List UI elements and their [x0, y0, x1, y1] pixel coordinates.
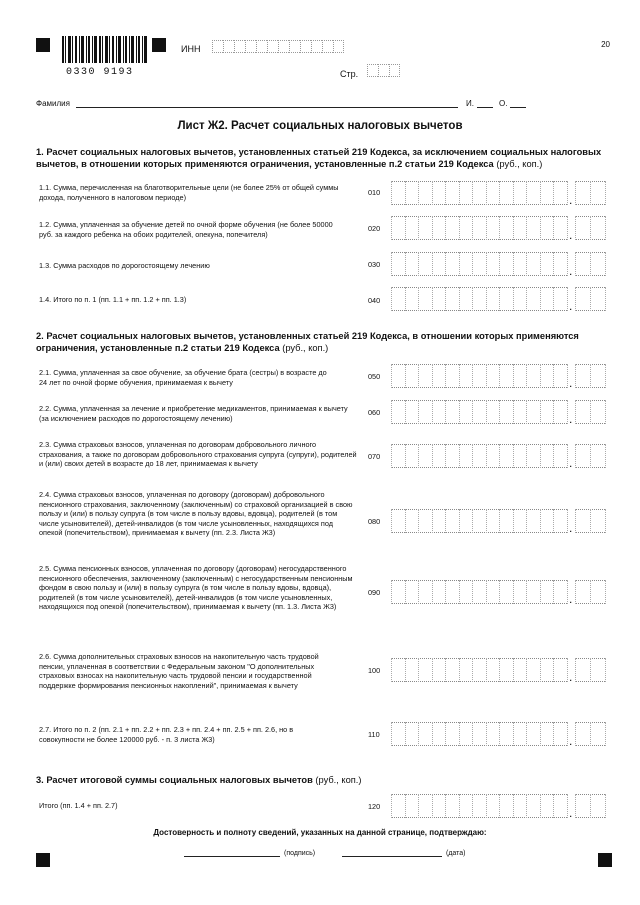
- item-1-2-field[interactable]: .: [391, 216, 607, 240]
- page-number: 20: [601, 40, 610, 49]
- item-2-7-field[interactable]: .: [391, 722, 607, 746]
- surname-field[interactable]: [76, 107, 458, 108]
- item-2-1-text: 2.1. Сумма, уплаченная за свое обучение, за обучение брата (сестры) в возрасте до 24 лет по очной форме обучения, принимаемая к вычету: [39, 368, 327, 387]
- corner-marker-top-right: [152, 38, 166, 52]
- item-2-6-text: 2.6. Сумма дополнительных страховых взносов на накопительную часть трудовой пенсии, уплаченная в соответствии с Федеральным законом "О дополнительных страховых взносах на накопительную часть трудовой пенсии и государственной поддержке формирования пенсионных накоплений", принимаемая к вычету: [39, 652, 319, 690]
- inn-field[interactable]: [212, 40, 344, 53]
- item-1-3-text: 1.3. Сумма расходов по дорогостоящему лечению: [39, 261, 210, 270]
- barcode-image: [62, 36, 147, 63]
- item-2-5-field[interactable]: .: [391, 580, 607, 604]
- item-1-3-code: 030: [368, 260, 381, 269]
- item-1-4-text: 1.4. Итого по п. 1 (пп. 1.1 + пп. 1.2 + пп. 1.3): [39, 295, 187, 304]
- barcode-number: 0330 9193: [66, 67, 134, 78]
- signature-field[interactable]: [184, 856, 280, 857]
- item-2-2-field[interactable]: .: [391, 400, 607, 424]
- surname-label: Фамилия: [36, 99, 70, 108]
- item-2-6-field[interactable]: .: [391, 658, 607, 682]
- item-3-total-text: Итого (пп. 1.4 + пп. 2.7): [39, 801, 118, 810]
- name-initial-field[interactable]: [477, 107, 493, 108]
- item-2-4-text: 2.4. Сумма страховых взносов, уплаченная по договору (договорам) добровольного пенсионного страхования, заключенному (заключенным) со страховой организацией в свою пользу и (или) в пользу супруга (в том числе в пользу вдовы, вдовца), родителей (в том числе усыновителей), детей-инвалидов (в том числе усыновленных, находящихся под опекой (попечительством), принимаемая к вычету (пп. 2.3. Листа Ж3): [39, 490, 353, 537]
- section1-heading: 1. Расчет социальных налоговых вычетов, установленных статьей 219 Кодекса, за исключением социальных налоговых вычетов, в отношении которых применяются ограничения, установленные п.2 статьи 219 Кодекса (руб., коп.): [36, 147, 602, 169]
- date-field[interactable]: [342, 856, 442, 857]
- corner-marker-top-left: [36, 38, 50, 52]
- item-1-4-code: 040: [368, 296, 381, 305]
- item-2-2-code: 060: [368, 408, 381, 417]
- item-1-2-text: 1.2. Сумма, уплаченная за обучение детей по очной форме обучения (не более 50000 руб. за каждого ребенка на обоих родителей, опекуна, попечителя): [39, 220, 333, 239]
- signature-label: (подпись): [284, 850, 316, 857]
- item-2-3-field[interactable]: .: [391, 444, 607, 468]
- item-2-1-code: 050: [368, 372, 381, 381]
- item-2-7-text: 2.7. Итого по п. 2 (пп. 2.1 + пп. 2.2 + пп. 2.3 + пп. 2.4 + пп. 2.5 + пп. 2.6, но в совокупности не более 120000 руб. - п. 3 листа Ж3): [39, 725, 294, 744]
- corner-marker-bottom-left: [36, 853, 50, 867]
- item-2-3-code: 070: [368, 452, 381, 461]
- item-3-total-field[interactable]: .: [391, 794, 607, 818]
- corner-marker-bottom-right: [598, 853, 612, 867]
- patronymic-initial-label: О.: [499, 99, 508, 108]
- item-2-5-code: 090: [368, 588, 381, 597]
- name-initial-label: И.: [466, 99, 474, 108]
- item-2-4-code: 080: [368, 517, 381, 526]
- confirmation-text: Достоверность и полноту сведений, указанных на данной странице, подтверждаю:: [153, 828, 487, 837]
- item-3-total-code: 120: [368, 802, 381, 811]
- item-2-4-field[interactable]: .: [391, 509, 607, 533]
- item-1-1-field[interactable]: .: [391, 181, 607, 205]
- item-2-3-text: 2.3. Сумма страховых взносов, уплаченная по договорам добровольного личного страхования, а также по договорам добровольного страхования супруга (супруги), родителей и (или) своих детей в возрасте до 18 лет, принимаемая к вычету: [39, 440, 357, 468]
- inn-label: ИНН: [181, 44, 201, 54]
- date-label: (дата): [446, 850, 466, 857]
- item-2-5-text: 2.5. Сумма пенсионных взносов, уплаченная по договору (договорам) негосударственного пенсионного обеспечения, заключенному (заключенным) с негосударственным пенсионным фондом в свою пользу и (или) в пользу супруга (в том числе в пользу вдовы, вдовца), родителей (в том числе усыновителей), детей-инвалидов (в том числе усыновленных, находящихся под опекой (попечительством), принимаемая к вычету (пп. 1.3. Листа Ж3): [39, 564, 353, 611]
- item-2-2-text: 2.2. Сумма, уплаченная за лечение и приобретение медикаментов, принимаемая к вычету (за исключением расходов по дорогостоящему лечению): [39, 404, 348, 423]
- item-2-7-code: 110: [368, 730, 380, 739]
- item-2-6-code: 100: [368, 666, 381, 675]
- item-1-1-code: 010: [368, 188, 381, 197]
- section2-heading: 2. Расчет социальных налоговых вычетов, установленных статьей 219 Кодекса, в отношении которых применяются ограничения, установленные п.2 статьи 219 Кодекса (руб., коп.): [36, 331, 579, 353]
- item-1-4-field[interactable]: .: [391, 287, 607, 311]
- section3-heading: 3. Расчет итоговой суммы социальных налоговых вычетов (руб., коп.): [36, 775, 362, 785]
- patronymic-initial-field[interactable]: [510, 107, 526, 108]
- item-1-1-text: 1.1. Сумма, перечисленная на благотворительные цели (не более 25% от общей суммы дохода, полученного в налоговом периоде): [39, 183, 339, 202]
- page-field[interactable]: [367, 64, 400, 77]
- page-title: Лист Ж2. Расчет социальных налоговых вычетов: [177, 120, 463, 132]
- item-2-1-field[interactable]: .: [391, 364, 607, 388]
- item-1-2-code: 020: [368, 224, 381, 233]
- item-1-3-field[interactable]: .: [391, 252, 607, 276]
- page-label: Стр.: [340, 69, 359, 79]
